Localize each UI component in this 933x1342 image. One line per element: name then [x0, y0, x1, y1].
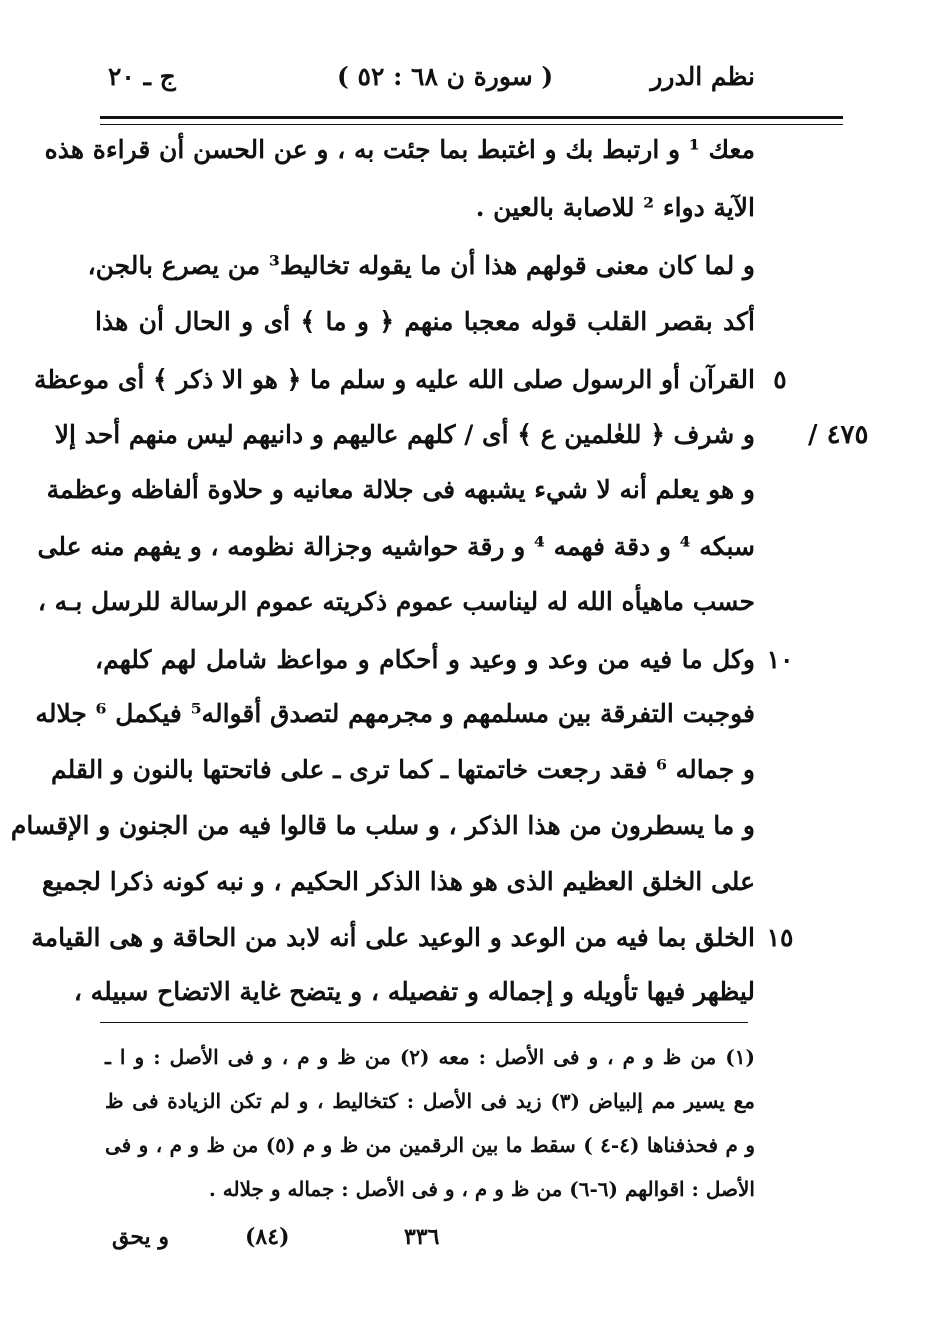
line-number-5: ٥ [773, 365, 787, 394]
text-line-2: الآية دواء ² للاصابة بالعين . [475, 193, 755, 222]
text-line-10: وكل ما فيه من وعد و وعيد و أحكام و مواعظ شامل لهم كلهم، [95, 645, 755, 674]
footnote-rule [100, 1022, 748, 1023]
text-line-15: الخلق بما فيه من الوعد و الوعيد على أنه لابد من الحاقة و هى القيامة [31, 923, 755, 952]
text-line-5: القرآن أو الرسول صلى الله عليه و سلم ما ﴿ هو الا ذكر ﴾ أى موعظة [33, 365, 755, 394]
text-line-1: معك ¹ و ارتبط بك و اغتبط بما جئت به ، و عن الحسن أن قراءة هذه [44, 135, 755, 164]
line-number-15: ١٥ [766, 923, 794, 952]
page-number: ٣٣٦ [404, 1224, 440, 1250]
text-line-14: على الخلق العظيم الذى هو هذا الذكر الحكيم ، و نبه كونه ذكرا لجميع [41, 867, 755, 896]
footnote-line-3: و م فحذفناها (٤-٤ ) سقط ما بين الرقمين من ظ و م (٥) من ظ و م ، و فى [105, 1133, 755, 1157]
margin-page-number: ٤٧٥ / [808, 420, 869, 450]
text-line-11: فوجبت التفرقة بين مسلمهم و مجرمهم لتصدق أقواله⁵ فيكمل ⁶ جلاله [35, 699, 755, 728]
signature-mark: (٨٤) [245, 1224, 290, 1250]
text-line-16: ليظهر فيها تأويله و إجماله و تفصيله ، و يتضح غاية الاتضاح سبيله ، [73, 977, 755, 1006]
header-rule-thin [100, 124, 843, 125]
text-line-13: و ما يسطرون من هذا الذكر ، و سلب ما قالوا فيه من الجنون و الإقسام [10, 811, 755, 840]
header-rule-thick [100, 116, 843, 119]
text-line-4: أكد بقصر القلب قوله معجبا منهم ﴿ و ما ﴾ أى و الحال أن هذا [95, 307, 755, 336]
footnote-line-1: (١) من ظ و م ، و فى الأصل : معه (٢) من ظ و م ، و فى الأصل : و ا ـ [105, 1045, 755, 1069]
footnote-line-2: مع يسير مم إلبياض (٣) زيد فى الأصل : كتخاليط ، و لم تكن الزيادة فى ظ [105, 1089, 755, 1113]
text-line-7: و هو يعلم أنه لا شيء يشبهه فى جلالة معانيه و حلاوة ألفاظه وعظمة [46, 475, 755, 504]
running-header-surah: ( سورة ن ٦٨ : ٥٢ ) [337, 62, 554, 91]
text-line-8: سبكه ⁴ و دقة فهمه ⁴ و رقة حواشيه وجزالة نظومه ، و يفهم منه على [37, 532, 755, 561]
text-line-9: حسب ماهيأه الله له ليناسب عموم ذكريته عموم الرسالة للرسل بـه ، [37, 587, 755, 616]
text-line-6: و شرف ﴿ للعٰلمين ع ﴾ أى / كلهم عاليهم و دانيهم ليس منهم أحد إلا [54, 420, 755, 449]
text-line-3: و لما كان معنى قولهم هذا أن ما يقوله تخاليط³ من يصرع بالجن، [87, 251, 755, 280]
catchword: و يحق [112, 1224, 169, 1250]
running-header-title: نظم الدرر [650, 62, 755, 91]
footnote-line-4: الأصل : اقوالهم (٦-٦) من ظ و م ، و فى الأصل : جماله و جلاله . [208, 1177, 755, 1201]
text-line-12: و جماله ⁶ فقد رجعت خاتمتها ـ كما ترى ـ على فاتحتها بالنون و القلم [51, 755, 755, 784]
line-number-10: ١٠ [766, 645, 794, 674]
running-header-volume: ج ـ ٢٠ [108, 62, 176, 91]
